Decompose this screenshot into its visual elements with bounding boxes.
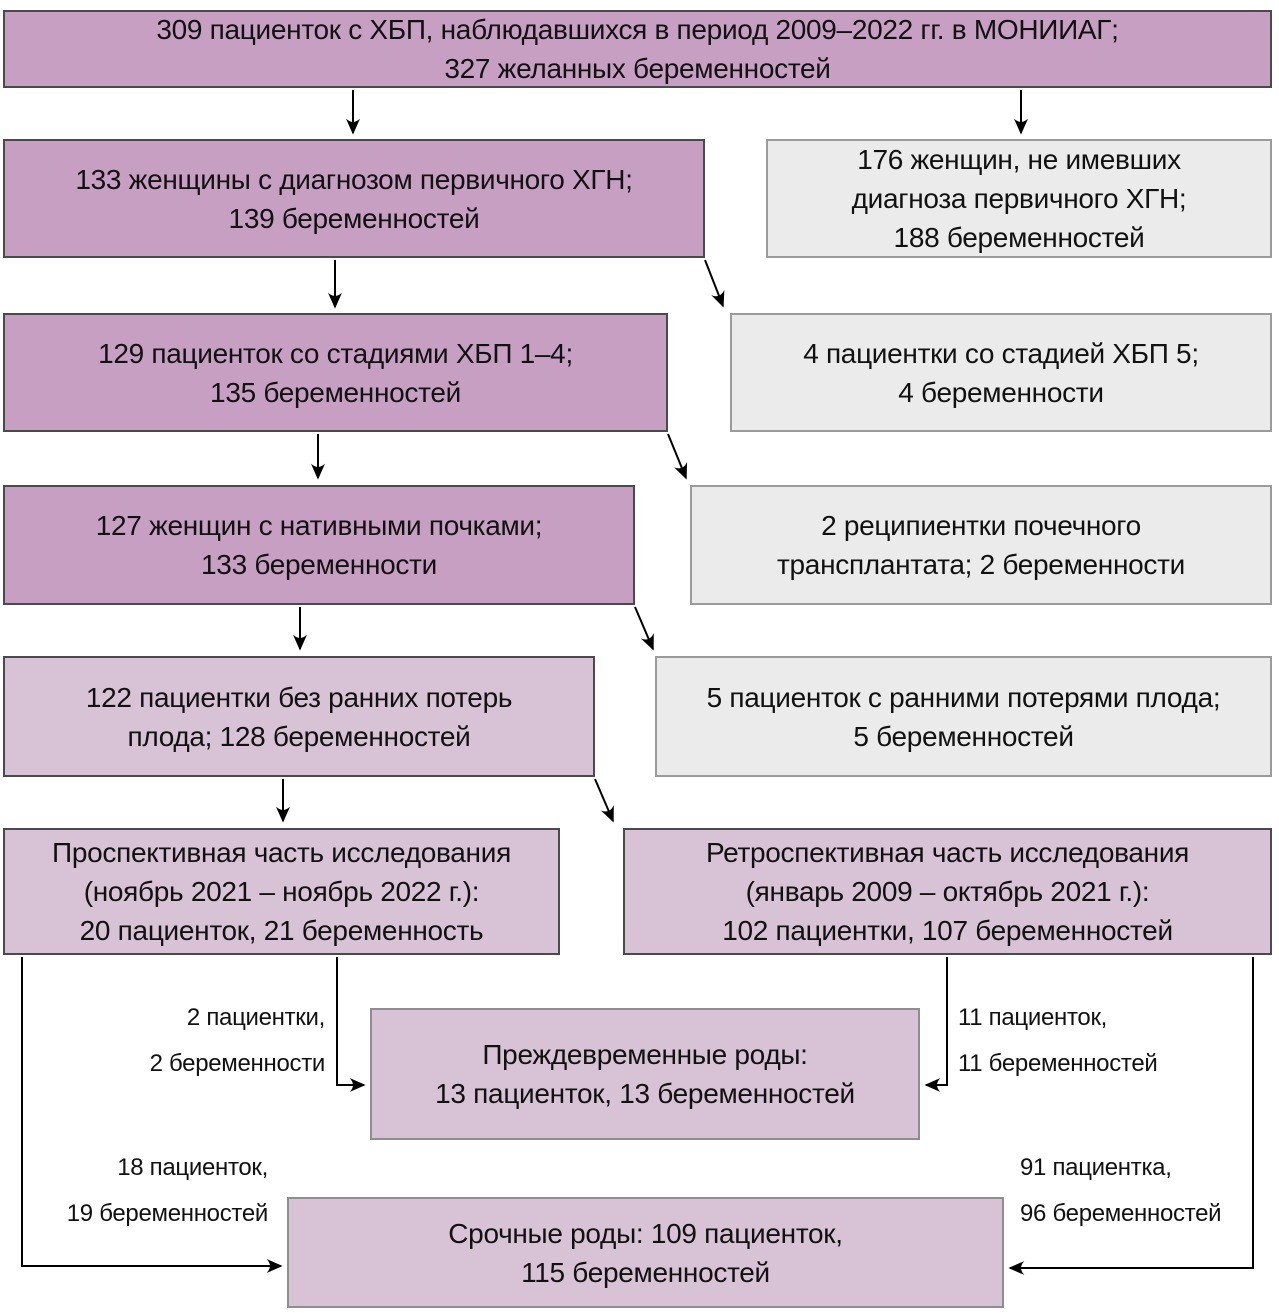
node-no-early-loss-line2: плода; 128 беременностей bbox=[127, 720, 471, 752]
node-no-hgn bbox=[766, 139, 1272, 258]
edge-label-line: 2 беременности bbox=[149, 1050, 325, 1077]
node-no-early-loss bbox=[3, 656, 595, 777]
node-prospective-line3: 20 пациенток, 21 беременность bbox=[79, 915, 484, 946]
node-hgn bbox=[3, 139, 705, 258]
node-no-hgn-line2: диагноза первичного ХГН; bbox=[851, 183, 1187, 214]
node-native-line2: 133 беременности bbox=[201, 549, 437, 580]
node-transplant bbox=[690, 485, 1272, 605]
node-preterm-birth bbox=[370, 1008, 920, 1140]
edge-label-prospective-to-preterm bbox=[25, 995, 325, 1087]
node-early-loss-line2: 5 беременностей bbox=[853, 720, 1074, 752]
node-ckd-stage-1-4 bbox=[3, 313, 668, 432]
edge-label-prospective-to-term bbox=[8, 1145, 268, 1237]
arrow-retrospective-to-preterm bbox=[926, 957, 947, 1085]
node-root bbox=[3, 10, 1272, 88]
edge-label-line: 96 беременностей bbox=[1020, 1200, 1222, 1227]
node-ckd-stage-5 bbox=[730, 313, 1272, 432]
node-prospective-line2: (ноябрь 2021 – ноябрь 2022 г.): bbox=[83, 876, 480, 907]
edge-label-line: 19 беременностей bbox=[66, 1200, 268, 1227]
node-root-line1: 309 пациенток с ХБП, наблюдавшихся в период 2009–2022 гг. в МОНИИАГ; bbox=[156, 14, 1119, 45]
node-hgn-line2: 139 беременностей bbox=[228, 202, 480, 234]
node-term-birth bbox=[287, 1197, 1004, 1308]
edge-label-line: 2 пациентки, bbox=[186, 1004, 325, 1031]
node-retrospective-line3: 102 пациентки, 107 беременностей bbox=[722, 915, 1173, 946]
arrow-ckd14-to-transplant bbox=[668, 434, 686, 478]
node-ckd14-line2: 135 беременностей bbox=[210, 376, 461, 408]
node-retrospective-line1: Ретроспективная часть исследования bbox=[705, 837, 1190, 868]
node-term-line2: 115 беременностей bbox=[521, 1256, 770, 1288]
edge-label-line: 11 беременностей bbox=[958, 1050, 1158, 1077]
node-preterm-line1: Преждевременные роды: bbox=[482, 1039, 808, 1070]
node-transplant-line1: 2 реципиентки почечного bbox=[821, 510, 1141, 541]
node-root-line2: 327 желанных беременностей bbox=[444, 53, 831, 84]
node-retrospective bbox=[623, 828, 1272, 955]
arrow-no-early-loss-to-retrospective bbox=[595, 779, 613, 821]
node-prospective-line1: Проспективная часть исследования bbox=[52, 837, 511, 868]
arrow-prospective-to-preterm bbox=[337, 957, 364, 1085]
node-term-line1: Срочные роды: 109 пациенток, bbox=[448, 1217, 843, 1249]
edge-label-line: 11 пациенток, bbox=[958, 1004, 1108, 1031]
edge-label-line: 91 пациентка, bbox=[1020, 1154, 1172, 1181]
node-no-hgn-line3: 188 беременностей bbox=[893, 222, 1145, 253]
node-hgn-line1: 133 женщины с диагнозом первичного ХГН; bbox=[75, 163, 633, 195]
edge-label-retrospective-to-preterm bbox=[958, 995, 1258, 1087]
node-native-kidneys bbox=[3, 485, 635, 605]
node-early-loss-line1: 5 пациенток с ранними потерями плода; bbox=[706, 681, 1221, 713]
node-ckd14-line1: 129 пациенток со стадиями ХБП 1–4; bbox=[98, 337, 573, 369]
node-retrospective-line2: (январь 2009 – октябрь 2021 г.): bbox=[745, 876, 1150, 907]
node-transplant-line2: трансплантата; 2 беременности bbox=[777, 549, 1185, 580]
node-native-line1: 127 женщин с нативными почками; bbox=[95, 510, 543, 541]
node-no-early-loss-line1: 122 пациентки без ранних потерь bbox=[85, 681, 513, 713]
node-ckd5-line1: 4 пациентки со стадией ХБП 5; bbox=[803, 337, 1199, 369]
node-no-hgn-line1: 176 женщин, не имевших bbox=[857, 144, 1181, 175]
node-ckd5-line2: 4 беременности bbox=[898, 376, 1104, 408]
arrow-native-to-early-loss bbox=[635, 607, 653, 649]
edge-label-line: 18 пациенток, bbox=[117, 1154, 268, 1181]
node-early-loss bbox=[655, 656, 1272, 777]
node-prospective bbox=[3, 828, 560, 955]
node-preterm-line2: 13 пациенток, 13 беременностей bbox=[435, 1078, 855, 1109]
edge-label-retrospective-to-term bbox=[1020, 1145, 1279, 1237]
arrow-hgn-to-ckd5 bbox=[705, 260, 723, 306]
